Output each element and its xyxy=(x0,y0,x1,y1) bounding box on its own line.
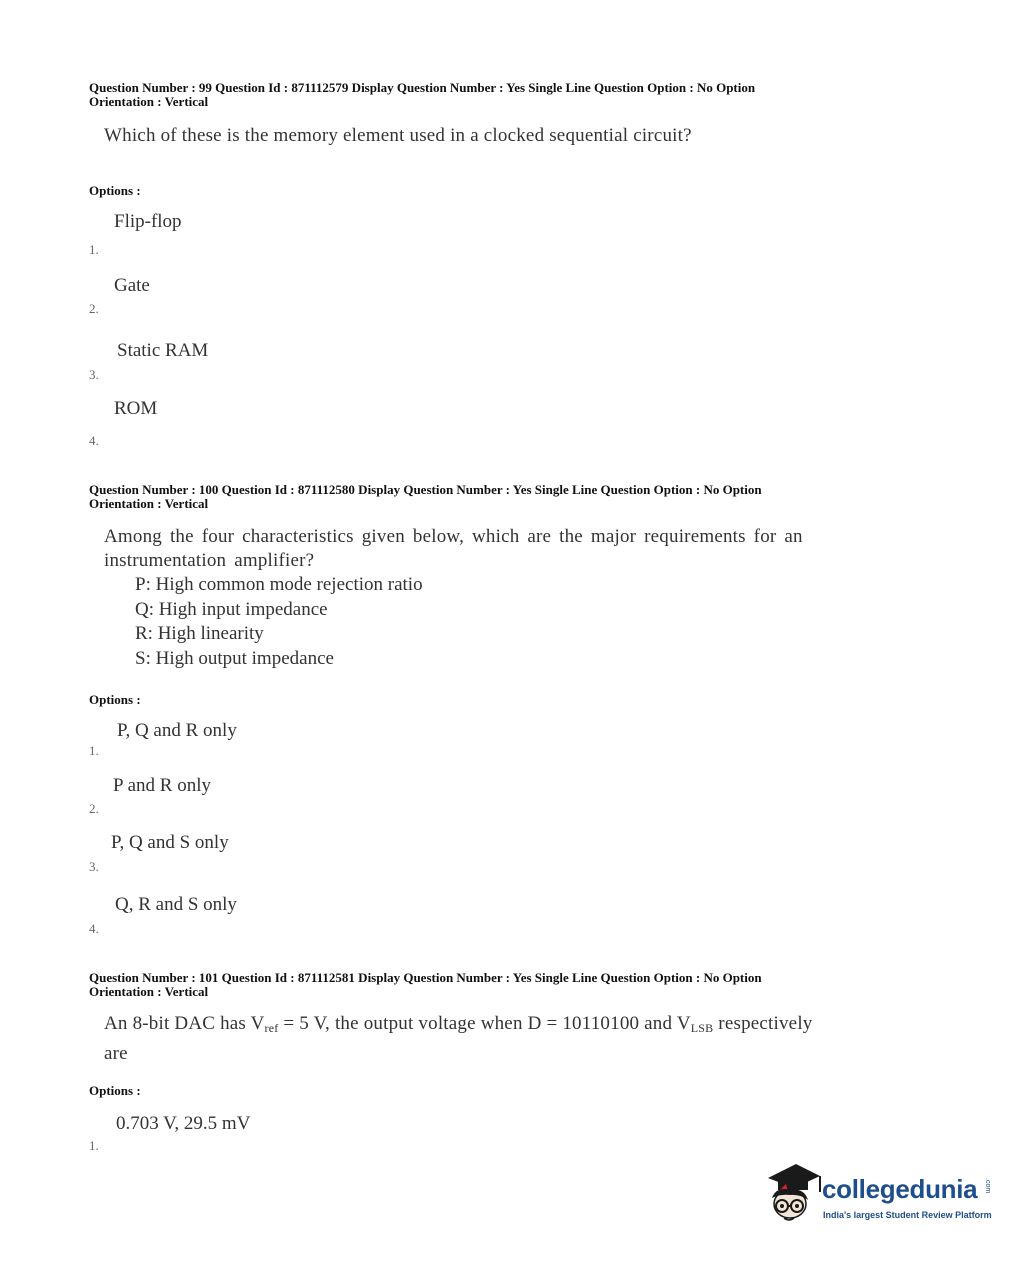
brand-name: collegedunia xyxy=(822,1174,978,1204)
options-label: Options : xyxy=(89,183,141,198)
statement-p: P: High common mode rejection ratio xyxy=(135,574,423,595)
option-number: 1. xyxy=(89,743,99,758)
question-100-text xyxy=(104,525,884,573)
subscript-lsb: LSB xyxy=(690,1021,714,1035)
collegedunia-logo[interactable] xyxy=(762,1160,992,1228)
question-99-meta xyxy=(89,81,869,109)
question-101-text xyxy=(104,1012,924,1066)
mascot-icon xyxy=(762,1160,824,1228)
option-text[interactable]: ROM xyxy=(114,398,158,419)
text-line-1: Among the four characteristics given below, which are the major requirements for an xyxy=(104,526,803,547)
option-number: 1. xyxy=(89,1138,99,1153)
option-text[interactable]: Static RAM xyxy=(117,340,209,361)
option-number: 2. xyxy=(89,301,99,316)
brand-tagline: India's largest Student Review Platform xyxy=(823,1210,992,1220)
question-99-text: Which of these is the memory element used in a clocked sequential circuit? xyxy=(104,125,692,146)
question-100-meta xyxy=(89,483,869,511)
option-text[interactable]: Flip-flop xyxy=(114,211,182,232)
option-text[interactable]: P and R only xyxy=(113,775,211,796)
option-text[interactable]: P, Q and S only xyxy=(111,832,229,853)
options-label: Options : xyxy=(89,692,141,707)
meta-line-1: Question Number : 101 Question Id : 871112581 Display Question Number : Yes Single Line Question Option : No Option xyxy=(89,970,762,985)
statement-r: R: High linearity xyxy=(135,623,264,644)
subscript-ref: ref xyxy=(264,1021,279,1035)
brand-com: .com xyxy=(984,1178,991,1194)
meta-line-2: Orientation : Vertical xyxy=(89,984,209,999)
text-line-1: An 8-bit DAC has $V_{ref} = 5$ V, the output voltage when D = 10110100 and $V_{LSB}$ respectively xyxy=(104,1013,813,1035)
option-number: 3. xyxy=(89,859,99,874)
text-line-2: are xyxy=(104,1043,128,1064)
option-text[interactable]: Q, R and S only xyxy=(115,894,237,915)
meta-line-1: Question Number : 100 Question Id : 871112580 Display Question Number : Yes Single Line Question Option : No Option xyxy=(89,482,762,497)
option-text[interactable]: 0.703 V, 29.5 mV xyxy=(116,1113,251,1134)
statement-q: Q: High input impedance xyxy=(135,599,328,620)
meta-line-2: Orientation : Vertical xyxy=(89,496,209,511)
text-line-2: instrumentation amplifier? xyxy=(104,550,315,571)
option-number: 4. xyxy=(89,921,99,936)
meta-line-2: Orientation : Vertical xyxy=(89,94,209,109)
meta-line-1: Question Number : 99 Question Id : 871112579 Display Question Number : Yes Single Line Question Option : No Option xyxy=(89,80,756,95)
option-text[interactable]: P, Q and R only xyxy=(117,720,237,741)
option-number: 1. xyxy=(89,242,99,257)
option-number: 2. xyxy=(89,801,99,816)
option-number: 3. xyxy=(89,367,99,382)
option-number: 4. xyxy=(89,433,99,448)
options-label: Options : xyxy=(89,1083,141,1098)
statement-s: S: High output impedance xyxy=(135,648,334,669)
question-101-meta xyxy=(89,971,869,999)
option-text[interactable]: Gate xyxy=(114,275,150,296)
